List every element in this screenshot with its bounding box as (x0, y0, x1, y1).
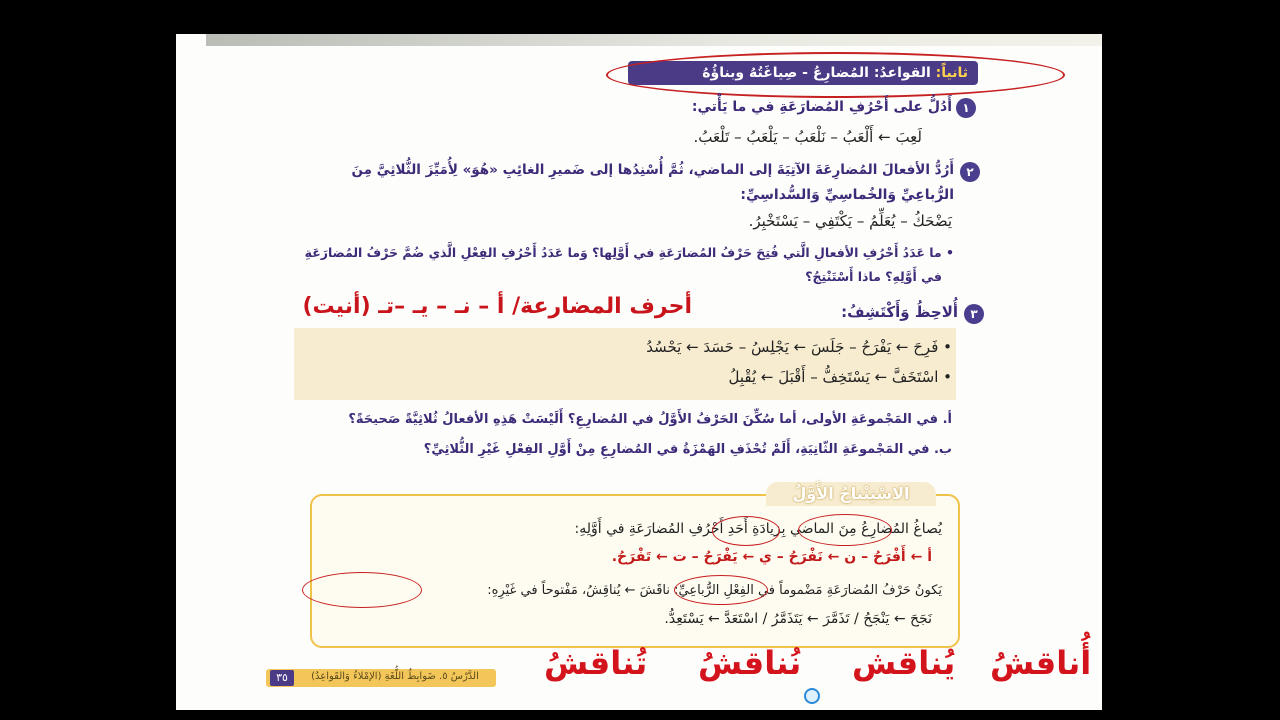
conclusion-line-1: يُصاغُ المُضارِعُ مِنَ الماضي بِزيادَةِ أَحَدِ أَحْرُفِ المُضارَعَةِ في أَوَّلِهِ: (574, 521, 942, 537)
q1-line: لَعِبَ ← أَلْعَبُ – نَلْعَبُ – يَلْعَبُ – تَلْعَبُ. (693, 128, 922, 146)
q2-bullet-1: • ما عَدَدُ أَحْرُفِ الأفعالِ الَّتي فُتِحَ حَرْفُ المُضارَعَةِ في أَوَّلِها؟ وَما عَدَدُ أَحْرُفِ الفِعْلِ الَّذي ضُمَّ حَرْفُ المُضارَعَةِ (304, 245, 954, 260)
q2-prompt-2: الرُّباعِيِّ وَالخُماسِيِّ وَالسُّداسِيِّ: (740, 187, 954, 203)
q3-group-1: • فَرِحَ ← يَفْرَحُ – جَلَسَ ← يَجْلِسُ – حَسَدَ ← يَحْسُدُ (646, 338, 952, 356)
conclusion-line-2: أ ← أَفْرَحُ – ن ← نَفْرَحُ – ي ← يَفْرَحُ – ت ← تَفْرَحُ. (611, 549, 932, 565)
q1-number: ١ (956, 98, 976, 118)
q3-group-2: • اسْتَخَفَّ ← يَسْتَخِفُّ – أَقْبَلَ ← يُقْبِلُ (728, 368, 952, 386)
conclusion-line-3: يَكونُ حَرْفُ المُضارَعَةِ مَضْموماً في الفِعْلِ الرُّباعِيِّ: ناقَشَ ← يُناقِشُ، مَفْتوحاً في غَيْرِهِ: (487, 583, 942, 598)
red-oval-annotation (606, 52, 1065, 98)
q3-question-b: ب. في المَجْموعَةِ الثّانِيَةِ، أَلَمْ تُحْذَفِ الهَمْزَةُ في المُضارِعِ مِنْ أَوَّلِ الفِعْلِ غَيْرِ الثُّلاثِيِّ؟ (423, 442, 952, 457)
conclusion-title: الاسْتِنْتاجُ الأَوَّلُ (766, 482, 936, 506)
q1-prompt: أَدُلُّ على أَحْرُفِ المُضارَعَةِ في ما يَأْتي: (691, 99, 952, 115)
handwritten-word-1: أُناقشُ (990, 644, 1092, 682)
handwritten-word-2: يُناقش (852, 644, 956, 682)
red-circle-maftuhan (302, 572, 422, 608)
q3-number: ٣ (964, 304, 984, 324)
red-circle-madmuman (674, 575, 768, 605)
red-circle-madi (712, 516, 780, 546)
handwritten-word-4: تُناقشُ (544, 644, 648, 682)
section-title: القواعدُ: المُضارِعُ - صِياغَتُهُ وبناؤُهُ (702, 65, 931, 81)
section-label: ثانياً: (935, 65, 968, 81)
q2-verbs: يَضْحَكُ – يُعَلِّمُ – يَكْتَفِي – يَسْتَخْبِرُ. (748, 212, 952, 230)
q2-prompt-1: أَرُدُّ الأفعالَ المُضارِعَةَ الآتِيَةَ إلى الماضي، ثُمَّ أُسْنِدُها إلى ضَميرِ الغائِبِ «هُوَ» لِأُمَيِّزَ الثُّلاثِيَّ مِنَ (351, 162, 954, 178)
q3-prompt: أُلاحِظُ وَأَكْتَشِفُ: (841, 303, 958, 321)
q3-handwritten-annotation: أحرف المضارعة/ أ – نـ – يـ –تـ (أنيت) (302, 294, 692, 319)
page-top-strip (206, 34, 1102, 46)
q2-bullet-2: في أَوَّلِهِ؟ ماذا أَسْتَنْتِجُ؟ (805, 269, 942, 284)
q2-number: ٢ (960, 162, 980, 182)
handwritten-word-3: نُناقشُ (698, 644, 802, 682)
textbook-page (176, 34, 1102, 710)
conclusion-line-4: نَجَحَ ← يَنْجَحُ / تَذَمَّرَ ← يَتَذَمَّرُ / اسْتَعَدَّ ← يَسْتَعِدُّ. (664, 611, 932, 627)
red-circle-mudari (798, 514, 892, 546)
page-number: ٣٥ (270, 670, 294, 686)
q3-question-a: أ. في المَجْموعَةِ الأولى، أما سُكِّنَ الحَرْفُ الأَوَّلُ في المُضارِعِ؟ أَلَيْسَتْ هَذِهِ الأفعالُ ثُلاثِيَّةً صَحيحَةً؟ (348, 412, 952, 427)
cursor-dot-icon (804, 688, 820, 704)
footer-lesson-title: الدَّرْسُ ٥. ضَوابِطُ اللُّغَةِ (الإمْلاءُ وَالقَواعِدُ) (311, 671, 479, 682)
